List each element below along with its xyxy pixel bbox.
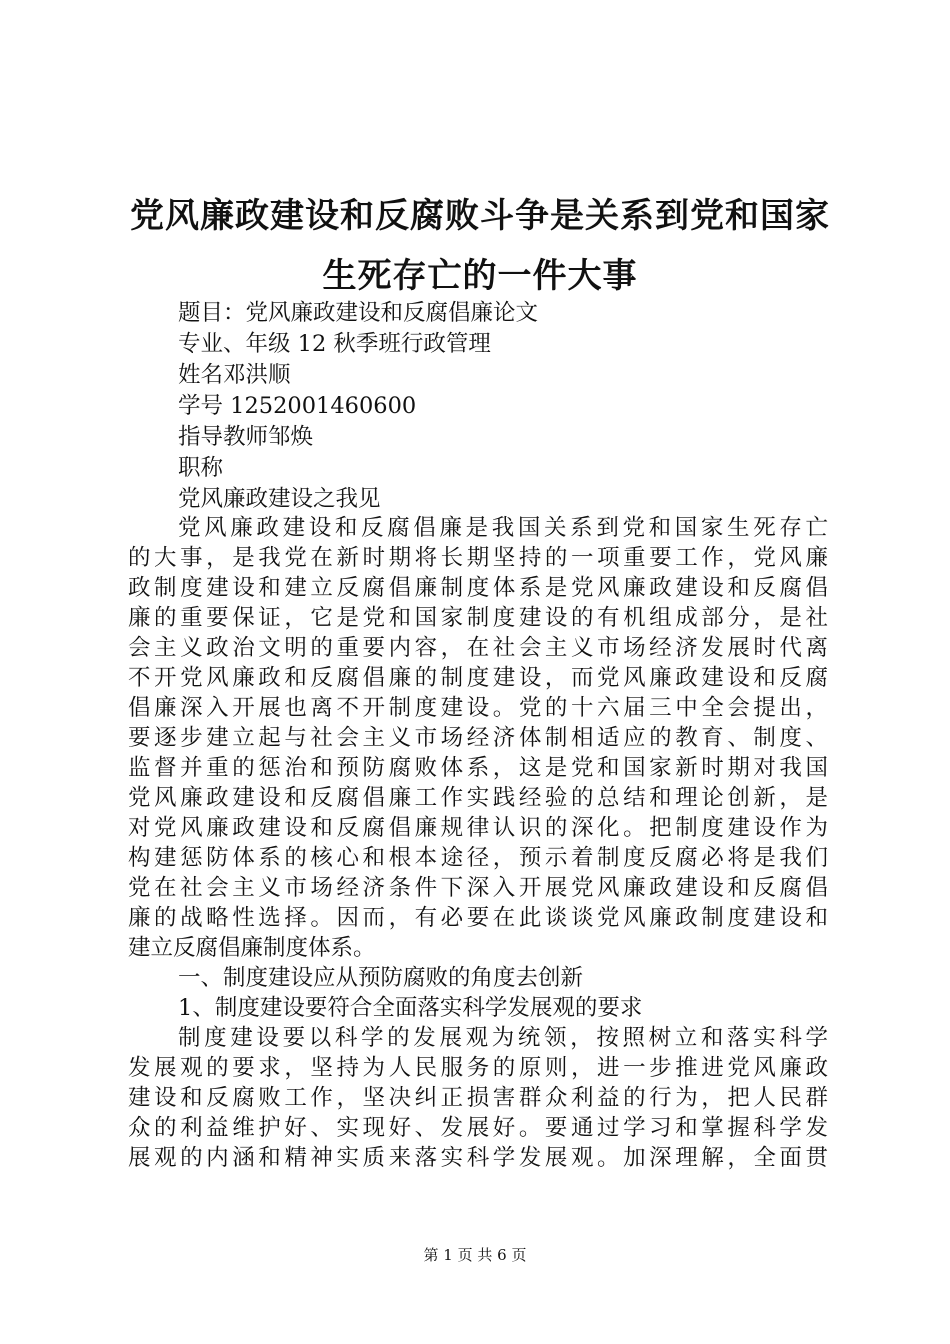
section-heading-2: 1、制度建设要符合全面落实科学发展观的要求 bbox=[178, 995, 643, 1021]
paragraph-line: 不开党风廉政和反腐倡廉的制度建设，而党风廉政建设和反腐 bbox=[128, 665, 828, 691]
meta-rank: 职称 bbox=[178, 455, 224, 481]
paragraph-line: 廉的战略性选择。因而，有必要在此谈谈党风廉政制度建设和 bbox=[128, 905, 828, 931]
paragraph-line: 构建惩防体系的核心和根本途径，预示着制度反腐必将是我们 bbox=[128, 845, 828, 871]
paragraph-line: 众的利益维护好、实现好、发展好。要通过学习和掌握科学发 bbox=[128, 1115, 828, 1141]
title-line-1: 党风廉政建设和反腐败斗争是关系到党和国家 bbox=[130, 196, 830, 236]
meta-topic: 题目：党风廉政建设和反腐倡廉论文 bbox=[178, 300, 539, 326]
paragraph-line: 监督并重的惩治和预防腐败体系，这是党和国家新时期对我国 bbox=[128, 755, 828, 781]
paragraph-line: 党风廉政建设和反腐倡廉是我国关系到党和国家生死存亡 bbox=[178, 515, 828, 541]
paragraph-line: 制度建设要以科学的发展观为统领，按照树立和落实科学 bbox=[178, 1025, 828, 1051]
paragraph-line: 党风廉政建设和反腐倡廉工作实践经验的总结和理论创新，是 bbox=[128, 785, 828, 811]
paragraph-line: 展观的内涵和精神实质来落实科学发展观。加深理解，全面贯 bbox=[128, 1145, 828, 1171]
paragraph-line: 党在社会主义市场经济条件下深入开展党风廉政建设和反腐倡 bbox=[128, 875, 828, 901]
paragraph-line: 的大事，是我党在新时期将长期坚持的一项重要工作，党风廉 bbox=[128, 545, 828, 571]
title-line-2: 生死存亡的一件大事 bbox=[322, 256, 638, 296]
meta-student-id: 学号 1252001460600 bbox=[178, 393, 417, 419]
paragraph-line: 倡廉深入开展也离不开制度建设。党的十六届三中全会提出， bbox=[128, 695, 828, 721]
paragraph-line: 建立反腐倡廉制度体系。 bbox=[128, 935, 376, 961]
paragraph-line: 政制度建设和建立反腐倡廉制度体系是党风廉政建设和反腐倡 bbox=[128, 575, 828, 601]
meta-advisor: 指导教师邹焕 bbox=[178, 424, 314, 450]
paragraph-line: 发展观的要求，坚持为人民服务的原则，进一步推进党风廉政 bbox=[128, 1055, 828, 1081]
paragraph-line: 要逐步建立起与社会主义市场经济体制相适应的教育、制度、 bbox=[128, 725, 828, 751]
meta-name: 姓名邓洪顺 bbox=[178, 362, 291, 388]
paragraph-line: 对党风廉政建设和反腐倡廉规律认识的深化。把制度建设作为 bbox=[128, 815, 828, 841]
page-footer: 第 1 页 共 6 页 bbox=[423, 1246, 527, 1264]
meta-major: 专业、年级 12 秋季班行政管理 bbox=[178, 331, 491, 357]
paragraph-line: 建设和反腐败工作，坚决纠正损害群众利益的行为，把人民群 bbox=[128, 1085, 828, 1111]
paragraph-line: 会主义政治文明的重要内容，在社会主义市场经济发展时代离 bbox=[128, 635, 828, 661]
paragraph-line: 廉的重要保证，它是党和国家制度建设的有机组成部分，是社 bbox=[128, 605, 828, 631]
essay-subtitle: 党风廉政建设之我见 bbox=[178, 486, 381, 512]
section-heading-1: 一、制度建设应从预防腐败的角度去创新 bbox=[178, 965, 584, 991]
